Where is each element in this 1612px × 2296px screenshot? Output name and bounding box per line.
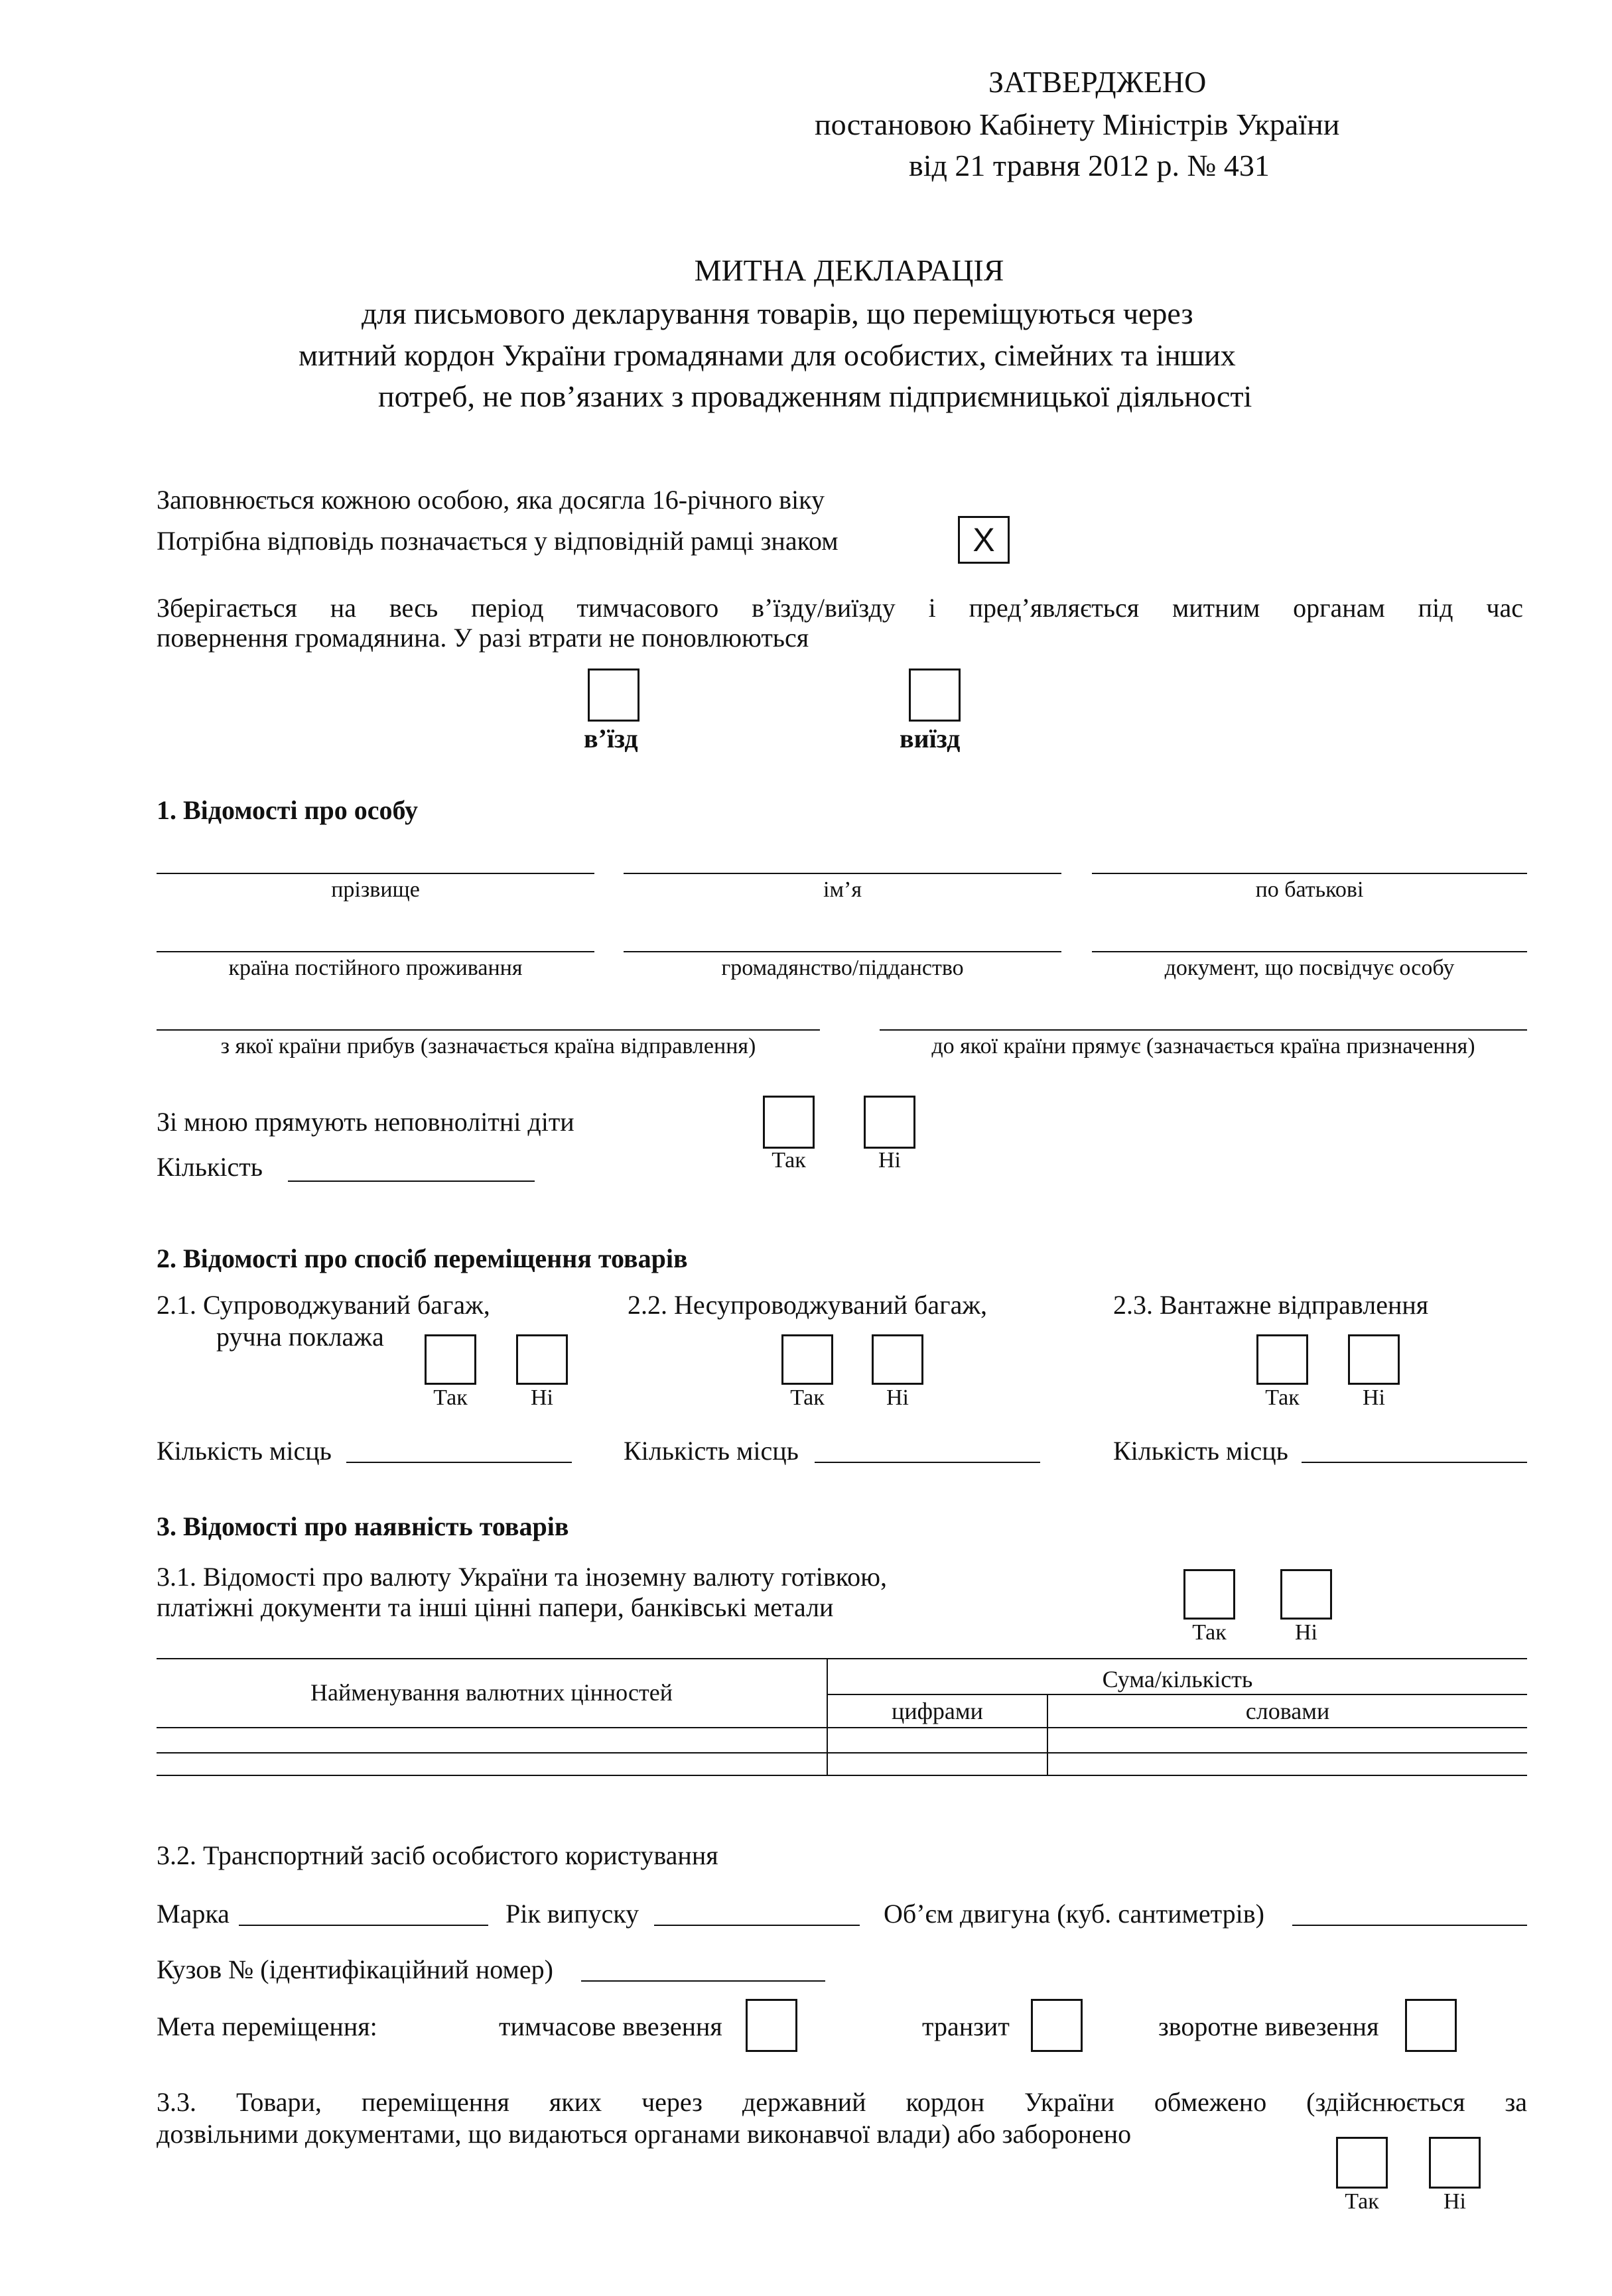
accompanied-places-field[interactable] xyxy=(346,1462,572,1463)
intro-line3: Зберігається на весь період тимчасового в’їзду/виїзду і пред’являється митним органам під час xyxy=(157,593,1523,623)
table-row-2[interactable] xyxy=(157,1775,1527,1776)
unaccompanied-yes-label: Так xyxy=(790,1385,825,1410)
transit-checkbox[interactable] xyxy=(1031,1999,1083,2052)
entry-label: в’їзд xyxy=(584,724,638,753)
form-subtitle-3: потреб, не пов’язаних з провадженням підприємницької діяльності xyxy=(378,379,1252,413)
children-yes-label: Так xyxy=(772,1148,806,1173)
restricted-goods-line1: 3.3. Товари, переміщення яких через державний кордон України обмежено (здійснюється за xyxy=(157,2087,1527,2117)
approved-label: ЗАТВЕРДЖЕНО xyxy=(988,65,1207,99)
name-label: ім’я xyxy=(823,877,862,902)
brand-label: Марка xyxy=(157,1899,230,1929)
exit-checkbox[interactable] xyxy=(909,669,961,722)
engine-field[interactable] xyxy=(1292,1925,1527,1926)
decree-line1: постановою Кабінету Міністрів України xyxy=(815,107,1340,141)
cargo-places-label: Кількість місць xyxy=(1113,1436,1288,1466)
id-document-field[interactable] xyxy=(1092,951,1527,952)
restricted-yes-label: Так xyxy=(1345,2189,1379,2214)
unaccompanied-baggage-label: 2.2. Несупроводжуваний багаж, xyxy=(628,1290,987,1320)
intro-line1: Заповнюється кожною особою, яка досягла 16-річного віку xyxy=(157,485,825,515)
section2-title: 2. Відомості про спосіб переміщення товарів xyxy=(157,1244,688,1273)
currency-no-label: Ні xyxy=(1295,1620,1317,1645)
cargo-no-checkbox[interactable] xyxy=(1348,1334,1400,1385)
accompanied-no-checkbox[interactable] xyxy=(516,1334,568,1385)
table-col-digits: цифрами xyxy=(892,1698,983,1724)
purpose-label: Мета переміщення: xyxy=(157,2011,377,2041)
year-label: Рік випуску xyxy=(505,1899,639,1929)
country-label: країна постійного проживання xyxy=(228,956,523,980)
form-subtitle-2: митний кордон України громадянами для особистих, сімейних та інших xyxy=(299,338,1236,372)
example-mark-box: X xyxy=(958,516,1010,564)
intro-line2: Потрібна відповідь позначається у відповідній рамці знаком xyxy=(157,526,839,556)
temp-import-label: тимчасове ввезення xyxy=(499,2011,722,2041)
currency-yes-checkbox[interactable] xyxy=(1183,1569,1235,1620)
table-row-1[interactable] xyxy=(157,1752,1527,1754)
cargo-shipment-label: 2.3. Вантажне відправлення xyxy=(1113,1290,1429,1320)
children-no-checkbox[interactable] xyxy=(864,1096,915,1149)
hand-luggage-label: ручна поклажа xyxy=(216,1322,384,1352)
citizenship-label: громадянство/підданство xyxy=(721,956,964,980)
brand-field[interactable] xyxy=(239,1925,488,1926)
children-yes-checkbox[interactable] xyxy=(763,1096,815,1149)
restricted-no-label: Ні xyxy=(1444,2189,1466,2214)
to-country-label: до якої країни прямує (зазначається країна призначення) xyxy=(931,1034,1475,1058)
table-top-border xyxy=(157,1658,1527,1659)
restricted-yes-checkbox[interactable] xyxy=(1336,2137,1388,2189)
year-field[interactable] xyxy=(654,1925,860,1926)
intro-line4: повернення громадянина. У разі втрати не поновлюються xyxy=(157,623,809,653)
children-no-label: Ні xyxy=(878,1148,901,1173)
currency-no-checkbox[interactable] xyxy=(1280,1569,1332,1620)
decree-line2: від 21 травня 2012 р. № 431 xyxy=(909,149,1270,182)
restricted-goods-line2: дозвільними документами, що видаються органами виконавчої влади) або заборонено xyxy=(157,2119,1132,2149)
unaccompanied-no-label: Ні xyxy=(886,1385,909,1410)
surname-label: прізвище xyxy=(331,877,420,902)
re-export-checkbox[interactable] xyxy=(1405,1999,1457,2052)
unaccompanied-places-label: Кількість місць xyxy=(624,1436,799,1466)
body-number-label: Кузов № (ідентифікаційний номер) xyxy=(157,1954,553,1984)
transit-label: транзит xyxy=(922,2011,1010,2041)
unaccompanied-places-field[interactable] xyxy=(815,1462,1040,1463)
currency-info-line2: платіжні документи та інші цінні папери, банківські метали xyxy=(157,1592,834,1622)
children-label: Зі мною прямують неповнолітні діти xyxy=(157,1107,574,1137)
surname-field[interactable] xyxy=(157,873,594,874)
form-title: МИТНА ДЕКЛАРАЦІЯ xyxy=(694,253,1004,287)
accompanied-no-label: Ні xyxy=(531,1385,553,1410)
table-col-sum: Сума/кількість xyxy=(1102,1666,1253,1692)
cargo-yes-label: Так xyxy=(1265,1385,1300,1410)
unaccompanied-yes-checkbox[interactable] xyxy=(781,1334,833,1385)
patronymic-field[interactable] xyxy=(1092,873,1527,874)
name-field[interactable] xyxy=(624,873,1061,874)
section3-title: 3. Відомості про наявність товарів xyxy=(157,1511,569,1541)
citizenship-field[interactable] xyxy=(624,951,1061,952)
to-country-field[interactable] xyxy=(880,1029,1527,1031)
cargo-yes-checkbox[interactable] xyxy=(1256,1334,1308,1385)
table-col-words: словами xyxy=(1245,1698,1330,1724)
currency-info-line1: 3.1. Відомості про валюту України та іноземну валюту готівкою, xyxy=(157,1562,887,1592)
table-col-name: Найменування валютних цінностей xyxy=(310,1679,673,1706)
exit-label: виїзд xyxy=(900,724,961,753)
accompanied-yes-label: Так xyxy=(433,1385,468,1410)
accompanied-yes-checkbox[interactable] xyxy=(425,1334,476,1385)
cargo-places-field[interactable] xyxy=(1302,1462,1527,1463)
children-count-field[interactable] xyxy=(288,1180,535,1182)
restricted-no-checkbox[interactable] xyxy=(1429,2137,1481,2189)
body-number-field[interactable] xyxy=(581,1980,825,1982)
currency-yes-label: Так xyxy=(1192,1620,1227,1645)
table-header-bottom xyxy=(157,1727,1527,1728)
children-count-label: Кількість xyxy=(157,1152,263,1182)
id-document-label: документ, що посвідчує особу xyxy=(1164,956,1455,980)
accompanied-baggage-label: 2.1. Супроводжуваний багаж, xyxy=(157,1290,490,1320)
unaccompanied-no-checkbox[interactable] xyxy=(872,1334,923,1385)
from-country-field[interactable] xyxy=(157,1029,820,1031)
temp-import-checkbox[interactable] xyxy=(746,1999,797,2052)
entry-checkbox[interactable] xyxy=(588,669,639,722)
section1-title: 1. Відомості про особу xyxy=(157,795,419,825)
re-export-label: зворотне вивезення xyxy=(1158,2011,1379,2041)
engine-label: Об’єм двигуна (куб. сантиметрів) xyxy=(884,1899,1264,1929)
cargo-no-label: Ні xyxy=(1363,1385,1385,1410)
from-country-label: з якої країни прибув (зазначається країна відправлення) xyxy=(220,1034,756,1058)
country-field[interactable] xyxy=(157,951,594,952)
table-sum-divider xyxy=(828,1694,1527,1695)
form-subtitle-1: для письмового декларування товарів, що переміщуються через xyxy=(362,296,1193,330)
patronymic-label: по батькові xyxy=(1255,877,1364,902)
accompanied-places-label: Кількість місць xyxy=(157,1436,332,1466)
vehicle-title: 3.2. Транспортний засіб особистого користування xyxy=(157,1840,718,1870)
